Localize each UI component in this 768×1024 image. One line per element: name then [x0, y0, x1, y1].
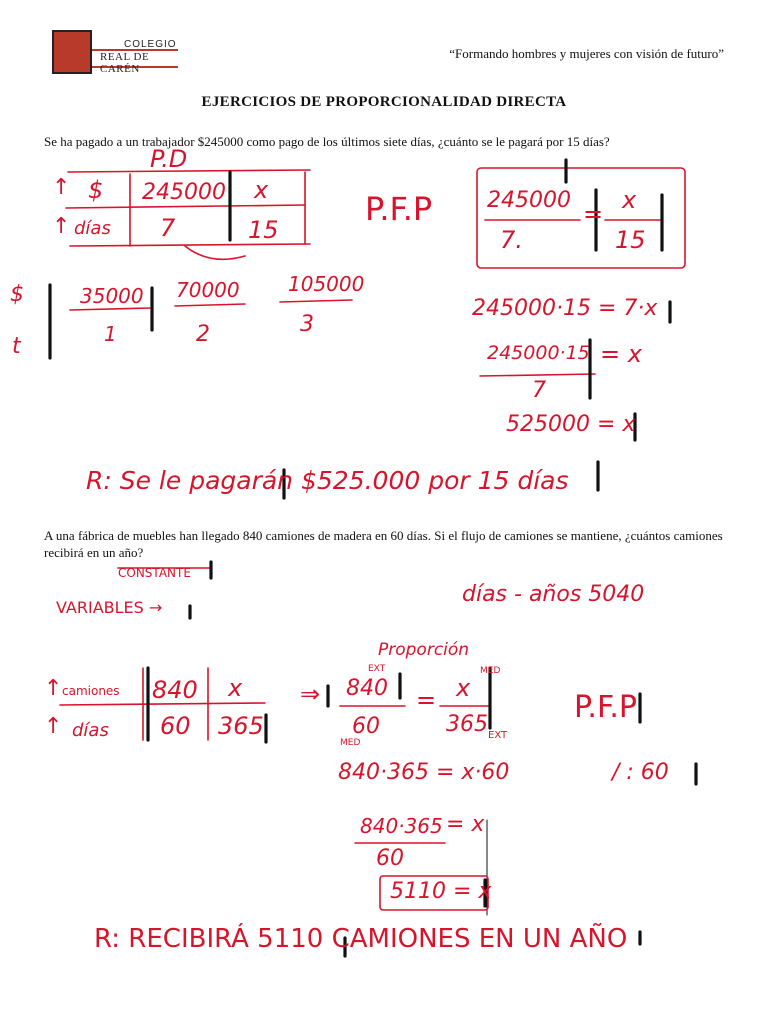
- ex2-prop-num2: x: [456, 674, 471, 702]
- ex2-row1-label: camiones: [62, 684, 120, 698]
- ex1-row2-target: 15: [248, 216, 279, 244]
- ex1-row2-label: días: [74, 218, 111, 239]
- ex2-row2-label: días: [72, 720, 109, 741]
- ex2-step2-den: 60: [376, 846, 404, 871]
- ex1-up-arrow-icon-2: ↑: [52, 214, 71, 239]
- ex2-constante-note: CONSTANTE: [118, 566, 191, 580]
- ex1-side-row1-label: $: [10, 282, 24, 307]
- ex2-answer: R: RECIBIRÁ 5110 CAMIONES EN UN AÑO: [94, 924, 628, 954]
- logo-text-colegio: COLEGIO: [124, 39, 177, 50]
- ex1-row1-value: 245000: [142, 180, 226, 205]
- ex2-med-label: MED: [340, 738, 361, 748]
- ex2-ext-label: EXT: [368, 664, 386, 674]
- ex2-variables-note: VARIABLES →: [56, 598, 163, 617]
- ex2-proporcion-note: Proporción: [378, 640, 470, 660]
- logo-text-name: REAL DE CARÉN: [100, 51, 150, 75]
- ex2-prop-equals: =: [416, 686, 437, 714]
- ex1-step2-eq: = x: [600, 340, 642, 368]
- ex1-side-v1: 35000: [80, 284, 144, 308]
- ex1-prop-equals: =: [583, 200, 604, 228]
- ex1-table-top-line: [68, 170, 310, 172]
- exercise-2-question: A una fábrica de muebles han llegado 840 camiones de madera en 60 días. Si el flujo de camiones se mantiene, ¿cuántos camiones recibirá en un año?: [44, 528, 723, 560]
- ex1-prop-num2: x: [622, 186, 637, 214]
- ex1-step2-num: 245000·15: [487, 342, 590, 364]
- ex2-row1-unknown: x: [228, 674, 243, 702]
- ex1-side-v2: 70000: [176, 278, 240, 302]
- ex1-side-v3: 105000: [288, 272, 365, 296]
- ex2-step2-eq: = x: [446, 812, 485, 837]
- ex2-step3: 5110 = x: [390, 879, 492, 904]
- ex1-table-hline: [66, 205, 305, 208]
- ex1-side-hline-3: [280, 300, 352, 302]
- ex2-dias-note: días - años 5040: [462, 582, 645, 607]
- ex1-side-d3: 3: [300, 312, 314, 337]
- ex1-side-d1: 1: [104, 322, 117, 346]
- ex2-up-arrow-icon: ↑: [44, 676, 63, 701]
- ex1-side-d2: 2: [196, 322, 210, 347]
- ex1-prop-den1: 7.: [500, 226, 523, 254]
- ex1-side-row2-label: t: [12, 334, 21, 359]
- ex1-pfp-label: P.F.P: [365, 190, 433, 228]
- ex2-up-arrow-icon-2: ↑: [44, 714, 63, 739]
- ex1-step3: 525000 = x: [506, 412, 636, 437]
- ex1-up-arrow-icon: ↑: [52, 175, 71, 200]
- ex2-step2-num: 840·365: [360, 814, 443, 838]
- ex1-prop-den2: 15: [615, 226, 646, 254]
- ex1-arrow-curve: [185, 246, 245, 259]
- ex1-step2-bar: [480, 374, 595, 376]
- ex1-table-label: P.D: [150, 145, 188, 173]
- ex2-step1: 840·365 = x·60: [338, 760, 510, 785]
- ex2-row2-value: 60: [160, 712, 191, 740]
- ex2-row2-target: 365: [218, 712, 264, 740]
- ex2-ext-label-2: EXT: [488, 730, 508, 741]
- ex2-row1-value: 840: [152, 676, 198, 704]
- ex2-prop-den1: 60: [352, 714, 380, 739]
- ex1-answer: R: Se le pagarán $525.000 por 15 días: [86, 466, 569, 495]
- ex1-row2-value: 7: [160, 214, 176, 242]
- ex1-step2-den: 7: [532, 378, 546, 403]
- exercise-1-question: Se ha pagado a un trabajador $245000 como pago de los últimos siete días, ¿cuánto se le pagará por 15 días?: [44, 134, 610, 149]
- ex2-pfp-label: P.F.P: [574, 690, 638, 725]
- school-motto: “Formando hombres y mujeres con visión de futuro”: [449, 46, 724, 61]
- ex2-step1-side: / : 60: [612, 760, 669, 785]
- ex1-side-hline-1: [70, 308, 150, 310]
- ex1-step1: 245000·15 = 7·x: [472, 296, 658, 321]
- ex2-arrow-icon: ⇒: [300, 680, 321, 708]
- page-title: EJERCICIOS DE PROPORCIONALIDAD DIRECTA: [201, 94, 567, 110]
- ex2-prop-den2: 365: [446, 712, 488, 737]
- ex1-row1-unknown: x: [254, 176, 269, 204]
- ex1-row1-label: $: [88, 176, 104, 204]
- ex2-prop-num1: 840: [346, 676, 388, 701]
- ex1-prop-num1: 245000: [487, 188, 571, 213]
- ex1-table-bottom-line: [70, 244, 310, 246]
- ex1-side-hline-2: [175, 304, 245, 306]
- ex2-med-label-2: MED: [480, 666, 501, 676]
